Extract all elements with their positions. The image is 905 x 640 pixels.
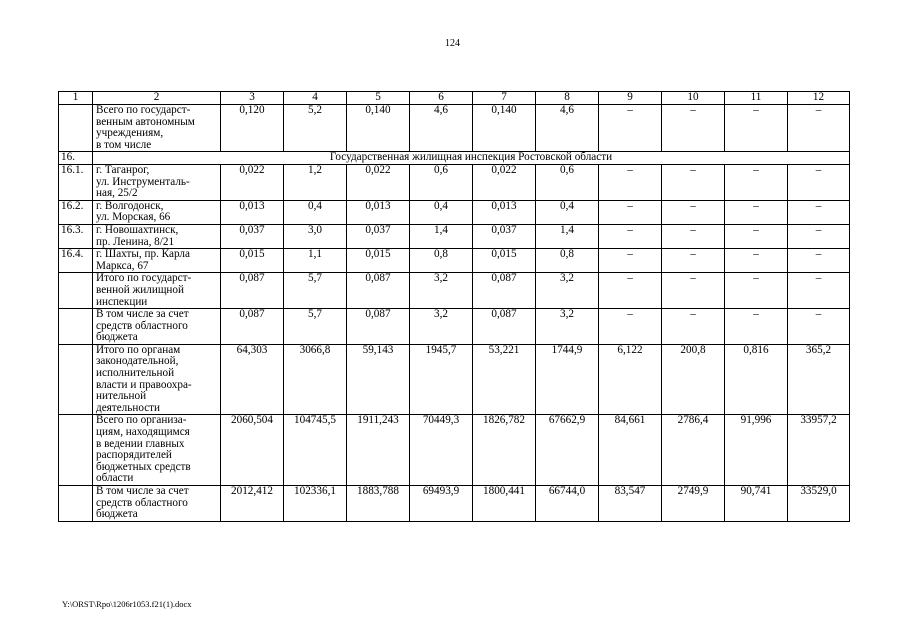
value-cell: 1,4	[410, 224, 473, 248]
value-cell: –	[788, 105, 850, 152]
row-number	[59, 105, 93, 152]
value-cell: 5,7	[284, 309, 347, 345]
value-cell: –	[725, 249, 788, 273]
column-number: 5	[347, 92, 410, 105]
table-row	[59, 309, 850, 345]
column-number: 11	[725, 92, 788, 105]
value-cell: –	[662, 200, 725, 224]
value-cell: 66744,0	[536, 486, 599, 522]
value-cell: 0,6	[410, 164, 473, 200]
value-cell: 6,122	[599, 344, 662, 415]
value-cell: 365,2	[788, 344, 850, 415]
value-cell: –	[725, 200, 788, 224]
column-number: 3	[221, 92, 284, 105]
table-row	[59, 344, 850, 415]
value-cell: 0,022	[473, 164, 536, 200]
value-cell: 3,2	[536, 273, 599, 309]
row-number	[59, 309, 93, 345]
value-cell: –	[662, 224, 725, 248]
value-cell: 0,022	[221, 164, 284, 200]
value-cell: 33529,0	[788, 486, 850, 522]
value-cell: 53,221	[473, 344, 536, 415]
value-cell: 33957,2	[788, 415, 850, 486]
row-label: В том числе за счет средств областного бюджета	[93, 486, 221, 522]
page-number: 124	[445, 38, 460, 49]
value-cell: –	[599, 200, 662, 224]
table-row	[59, 105, 850, 152]
value-cell: 5,7	[284, 273, 347, 309]
value-cell: –	[788, 200, 850, 224]
value-cell: 59,143	[347, 344, 410, 415]
value-cell: –	[788, 309, 850, 345]
row-label: Итого по органам законодательной, исполнительной власти и правоохра- нительной деятельности	[93, 344, 221, 415]
table-row	[59, 200, 850, 224]
value-cell: 0,120	[221, 105, 284, 152]
budget-table	[58, 91, 850, 522]
column-number-row	[59, 92, 850, 105]
value-cell: 3066,8	[284, 344, 347, 415]
row-label: Всего по организа- циям, находящимся в ведении главных распорядителей бюджетных средств области	[93, 415, 221, 486]
value-cell: –	[599, 309, 662, 345]
column-number: 6	[410, 92, 473, 105]
value-cell: 0,4	[284, 200, 347, 224]
row-number: 16.4.	[59, 249, 93, 273]
section-title: Государственная жилищная инспекция Ростовской области	[93, 152, 850, 165]
value-cell: 5,2	[284, 105, 347, 152]
value-cell: 1,2	[284, 164, 347, 200]
value-cell: 0,013	[473, 200, 536, 224]
value-cell: –	[662, 164, 725, 200]
value-cell: 102336,1	[284, 486, 347, 522]
value-cell: 0,037	[473, 224, 536, 248]
value-cell: 70449,3	[410, 415, 473, 486]
value-cell: –	[788, 224, 850, 248]
value-cell: 0,037	[221, 224, 284, 248]
value-cell: 3,2	[536, 309, 599, 345]
column-number: 2	[93, 92, 221, 105]
value-cell: 1,4	[536, 224, 599, 248]
value-cell: 1826,782	[473, 415, 536, 486]
value-cell: –	[662, 249, 725, 273]
row-number	[59, 273, 93, 309]
value-cell: 0,013	[347, 200, 410, 224]
section-row	[59, 152, 850, 165]
value-cell: –	[725, 309, 788, 345]
value-cell: 3,2	[410, 273, 473, 309]
row-number: 16.1.	[59, 164, 93, 200]
column-number: 1	[59, 92, 93, 105]
value-cell: –	[788, 273, 850, 309]
value-cell: –	[725, 224, 788, 248]
table-row	[59, 249, 850, 273]
value-cell: 3,2	[410, 309, 473, 345]
table-row	[59, 164, 850, 200]
section-number: 16.	[59, 152, 93, 165]
value-cell: 0,087	[473, 273, 536, 309]
value-cell: 83,547	[599, 486, 662, 522]
value-cell: 0,4	[536, 200, 599, 224]
value-cell: 0,4	[410, 200, 473, 224]
value-cell: 0,8	[410, 249, 473, 273]
value-cell: 91,996	[725, 415, 788, 486]
value-cell: 3,0	[284, 224, 347, 248]
column-number: 7	[473, 92, 536, 105]
column-number: 4	[284, 92, 347, 105]
value-cell: –	[599, 224, 662, 248]
table-row	[59, 415, 850, 486]
value-cell: –	[725, 105, 788, 152]
value-cell: 0,087	[347, 309, 410, 345]
value-cell: –	[725, 164, 788, 200]
value-cell: 1800,441	[473, 486, 536, 522]
value-cell: 0,087	[347, 273, 410, 309]
value-cell: 1911,243	[347, 415, 410, 486]
value-cell: 1883,788	[347, 486, 410, 522]
row-number: 16.2.	[59, 200, 93, 224]
value-cell: –	[599, 105, 662, 152]
value-cell: 4,6	[536, 105, 599, 152]
value-cell: 0,087	[221, 309, 284, 345]
row-label: Итого по государст- венной жилищной инспекции	[93, 273, 221, 309]
footer-file-path: Y:\ORST\Rpo\1206r1053.f21(1).docx	[62, 599, 192, 609]
value-cell: 4,6	[410, 105, 473, 152]
row-number	[59, 344, 93, 415]
value-cell: 0,022	[347, 164, 410, 200]
value-cell: –	[662, 105, 725, 152]
row-label: г. Волгодонск, ул. Морская, 66	[93, 200, 221, 224]
value-cell: 90,741	[725, 486, 788, 522]
value-cell: 0,816	[725, 344, 788, 415]
value-cell: 0,013	[221, 200, 284, 224]
value-cell: 0,140	[347, 105, 410, 152]
value-cell: 69493,9	[410, 486, 473, 522]
column-number: 12	[788, 92, 850, 105]
column-number: 8	[536, 92, 599, 105]
value-cell: –	[662, 309, 725, 345]
table-row	[59, 224, 850, 248]
row-number	[59, 415, 93, 486]
value-cell: 2060,504	[221, 415, 284, 486]
row-number: 16.3.	[59, 224, 93, 248]
value-cell: 0,015	[473, 249, 536, 273]
value-cell: 67662,9	[536, 415, 599, 486]
row-label: г. Шахты, пр. Карла Маркса, 67	[93, 249, 221, 273]
table-row	[59, 486, 850, 522]
row-label: Всего по государст- венным автономным учреждениям, в том числе	[93, 105, 221, 152]
value-cell: –	[599, 164, 662, 200]
value-cell: 0,087	[221, 273, 284, 309]
row-number	[59, 486, 93, 522]
row-label: В том числе за счет средств областного бюджета	[93, 309, 221, 345]
value-cell: 2749,9	[662, 486, 725, 522]
column-number: 10	[662, 92, 725, 105]
value-cell: 0,015	[221, 249, 284, 273]
value-cell: 2786,4	[662, 415, 725, 486]
value-cell: 1,1	[284, 249, 347, 273]
value-cell: 200,8	[662, 344, 725, 415]
value-cell: 0,6	[536, 164, 599, 200]
value-cell: 0,8	[536, 249, 599, 273]
value-cell: 0,037	[347, 224, 410, 248]
row-label: г. Таганрог, ул. Инструменталь- ная, 25/2	[93, 164, 221, 200]
value-cell: 2012,412	[221, 486, 284, 522]
table-row	[59, 273, 850, 309]
value-cell: –	[662, 273, 725, 309]
value-cell: 64,303	[221, 344, 284, 415]
value-cell: –	[599, 273, 662, 309]
column-number: 9	[599, 92, 662, 105]
value-cell: –	[788, 249, 850, 273]
value-cell: –	[725, 273, 788, 309]
value-cell: 84,661	[599, 415, 662, 486]
value-cell: 0,015	[347, 249, 410, 273]
value-cell: 0,087	[473, 309, 536, 345]
value-cell: 104745,5	[284, 415, 347, 486]
value-cell: 0,140	[473, 105, 536, 152]
value-cell: –	[599, 249, 662, 273]
value-cell: 1744,9	[536, 344, 599, 415]
row-label: г. Новошахтинск, пр. Ленина, 8/21	[93, 224, 221, 248]
value-cell: 1945,7	[410, 344, 473, 415]
value-cell: –	[788, 164, 850, 200]
